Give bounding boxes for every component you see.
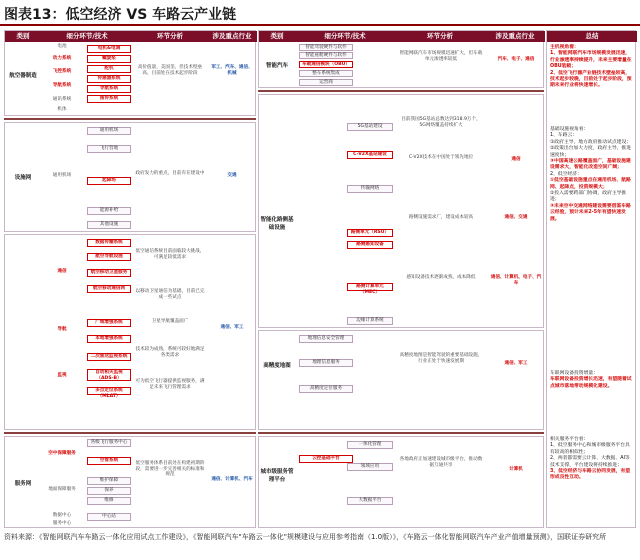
cloud-item-0: 云控基础平台 <box>299 455 353 463</box>
nav-sub-8: 多点定位系统（MLAT） <box>87 387 131 395</box>
aircraft-sub-5: 图传系统 <box>87 95 131 103</box>
roadside-item-4: 路侧感知设备 <box>347 241 393 249</box>
service-item-3: 服务中心 <box>52 521 72 526</box>
facilities-sub-4: 其他设施 <box>87 221 131 229</box>
roadside-analysis-1: C-V2X技术在中国处于领先地位 <box>408 155 474 160</box>
nav-industry: 通信、军工 <box>220 325 244 330</box>
summary-p2: 2、低空飞行器产业链技术壁垒较高，技术起步较晚，目前处于起步阶段，预期未来行业将快速增长。 <box>550 70 632 89</box>
summary-header: 总结 <box>547 31 637 42</box>
aircraft-analysis: 高价值量，美国垄、但技术壁垒高、目前处在技术起步阶段 <box>137 65 203 76</box>
aircraft-item-4: 通讯系统 <box>52 97 72 102</box>
nav-analysis-0: 低空通信系统目前面临较大挑战，可满足较低需求 <box>135 249 205 260</box>
nav-sub-7: 自动相关监视（ADS-B） <box>87 369 131 381</box>
header-analysis: 环节分析 <box>133 31 207 42</box>
left-panel-service <box>4 436 256 528</box>
service-sub-2: 维护保障 <box>87 477 131 485</box>
left-panel-navigation <box>4 234 256 430</box>
cloud-category: 城市级服务管理平台 <box>260 469 294 483</box>
facilities-item-0: 通用机场 <box>52 173 72 178</box>
aircraft-item-3: 导航系统 <box>52 83 72 88</box>
cloud-analysis: 各地政府正加速建设城市级平台，推动数据互通共享 <box>399 457 483 468</box>
cloud-item-2: 领域应用 <box>347 463 393 471</box>
vehicle-item-3: 整车系统集成 <box>299 70 353 77</box>
aircraft-sub-1: 螺旋桨 <box>87 55 131 63</box>
facilities-sub-1: 飞行营地 <box>87 145 131 153</box>
roadside-analysis-2: 路侧设施需求广，建设成本较高 <box>408 215 474 220</box>
vehicle-item-2: 车载通信模块（OBU） <box>299 61 353 68</box>
aircraft-sub-0: 电机&电调 <box>87 45 131 53</box>
cloud-item-1: 一体化管理 <box>347 441 393 449</box>
nav-item-1: 导航 <box>57 327 67 332</box>
summary-p5: 2、两者都需要云计算、大数据、AI等技术支撑，平台建设将持续推进； <box>550 456 630 468</box>
service-category: 服务网 <box>14 481 32 487</box>
vehicle-industry: 汽车、电子、通信 <box>497 57 535 62</box>
roadside-item-1: C-V2X基站建设 <box>347 151 393 159</box>
roadside-category: 智能化路侧基础设施 <box>260 217 294 231</box>
aircraft-sub-2: 舵机 <box>87 65 131 73</box>
map-category: 高精度地图 <box>263 363 291 369</box>
cloud-industry: 计算机 <box>509 467 523 472</box>
vehicle-analysis: 智能网联汽车市场规模迅速扩大，但车载单元渗透率较低 <box>399 51 483 62</box>
service-industry: 通信、计算机、汽车 <box>211 477 253 482</box>
divider-left-1 <box>4 118 256 120</box>
nav-analysis-4: 可为低空飞行器提供监视服务，满足未来飞行管理需求 <box>135 379 205 390</box>
roadside-item-5: 路侧计算单元（MEC） <box>347 283 393 291</box>
divider-mid-1 <box>258 90 544 92</box>
summary-block-4 <box>550 437 634 525</box>
cloud-item-3: 大数据平台 <box>347 497 393 505</box>
summary-p4: 1、低空服务中心和城市级服务平台具有较高的相似性； <box>550 443 630 455</box>
summary-heading-4: 相关服务平台看： <box>550 437 589 442</box>
facilities-sub-3: 能源补给 <box>87 207 131 215</box>
header-subtech-r: 细分环节/技术 <box>295 31 395 42</box>
mid-panel-map <box>258 330 544 430</box>
map-analysis: 高精度地图是智能驾驶的重要基础设施，行业正处于快速发展期 <box>399 353 483 364</box>
figure-title: 图表13：低空经济 VS 车路云产业链 <box>4 7 237 23</box>
nav-sub-2: 航空移动卫星服务 <box>87 269 131 277</box>
vehicle-category: 智能汽车 <box>265 63 288 69</box>
summary-block-2 <box>550 127 634 367</box>
service-sub-5: 中心站 <box>87 513 131 521</box>
roadside-industry-0: 通信 <box>511 157 521 162</box>
left-panel-facilities <box>4 122 256 232</box>
service-item-0: 空中保障服务 <box>48 451 76 456</box>
vehicle-item-4: 运营商 <box>299 79 353 86</box>
nav-sub-6: 二次雷达监视系统 <box>87 353 131 361</box>
summary-p3: 车联网设备投资增长迅速，有望随着试点城市落地带动规模化建设。 <box>550 377 632 389</box>
nav-analysis-3: 技术较为成熟，系统可较好地满足各类需求 <box>135 347 205 358</box>
roadside-item-6: 边缘计算系统 <box>347 317 393 325</box>
summary-s1a: ①政府主导，地方政府推动试点建设； <box>550 139 632 145</box>
aircraft-item-1: 动力系统 <box>52 56 72 61</box>
mid-panel-top <box>258 30 544 88</box>
nav-item-0: 通信 <box>57 269 67 274</box>
vehicle-item-1: 智能座舱硬件与软件 <box>299 52 353 59</box>
map-industry: 通信、军工 <box>504 361 528 366</box>
header-subtech: 细分环节/技术 <box>41 31 133 42</box>
summary-p1: 1、智能网联汽车市场规模发展迅速，行业渗透率持续提升，未来主要增量在OBU装载； <box>550 51 632 70</box>
service-item-2: 数据中心 <box>52 513 72 518</box>
nav-sub-1: 航空导航设施 <box>87 253 131 261</box>
summary-s2a: ①低空基础设施重点在通用机场、航路网、起降点，投资规模大； <box>550 178 631 190</box>
service-sub-4: 维修 <box>87 497 131 505</box>
summary-block-3 <box>550 371 634 431</box>
aircraft-item-5: 机体 <box>57 107 67 112</box>
roadside-industry-1: 通信、交通 <box>504 215 528 220</box>
aircraft-item-0: 电池 <box>57 44 67 49</box>
summary-s2c: ③未来空中交通网络建设需要借鉴车路云经验，预计未来2-5年有望快速发展。 <box>550 203 631 222</box>
header-category-r: 类别 <box>259 31 295 42</box>
summary-heading-3: 车联网设备投资增量： <box>550 371 598 376</box>
title-bar <box>0 0 640 26</box>
facilities-industry: 交通 <box>227 173 237 178</box>
header-industry: 涉及重点行业 <box>207 31 257 42</box>
service-analysis: 低空服务体系目前处在构建初期阶段，需要进一步完善相关的标准和规范 <box>135 461 205 478</box>
nav-analysis-1: 以移动卫星通信为基础，目前已完成一些试点 <box>135 289 205 300</box>
aircraft-category: 航空器制造 <box>9 73 37 79</box>
facilities-sub-0: 通用机场 <box>87 127 131 135</box>
facilities-sub-2: 起降场 <box>87 177 131 185</box>
service-sub-0: 各级飞行服务中心 <box>87 439 131 447</box>
summary-s1b: ②政策出台加大力度，政府主导，推进速度快； <box>550 146 632 158</box>
summary-block-1 <box>550 45 634 125</box>
mid-panel-roadside <box>258 94 544 328</box>
nav-analysis-2: 卫星导航覆盖面广 <box>151 319 189 324</box>
roadside-industry-2: 通信、计算机、电子、汽车 <box>490 275 542 286</box>
service-sub-3: 保养 <box>87 487 131 495</box>
nav-sub-0: 数据传输系统 <box>87 239 131 247</box>
service-item-1: 地面保障服务 <box>48 487 76 492</box>
roadside-item-0: 5G基站建设 <box>347 123 393 131</box>
facilities-category: 设施网 <box>14 175 32 181</box>
facilities-analysis: 政府发力的重点，目前有在建设中 <box>135 171 205 176</box>
roadside-item-2: 传输网络 <box>347 185 393 193</box>
summary-s1c: ③中国高速公路覆盖面广，基础设施建设需求大，智能化改造空间广阔； <box>550 159 631 171</box>
vehicle-item-0: 智能驾驶硬件与软件 <box>299 44 353 51</box>
summary-s2: 2、低空经济： <box>550 171 582 177</box>
summary-heading-2: 基础设施视角看： <box>550 127 589 132</box>
aircraft-sub-4: 导航系统 <box>87 85 131 93</box>
map-item-0: 地理信息安全管理 <box>299 335 353 343</box>
summary-p6: 3、低空经济与车路云协同发展，有望形成良性互动。 <box>550 469 631 481</box>
service-sub-1: 空管系统 <box>87 457 131 465</box>
roadside-analysis-3: 感知设备技术逐渐成熟，成本降低 <box>406 275 476 280</box>
aircraft-sub-3: 传感器系统 <box>87 75 131 83</box>
nav-item-2: 监视 <box>57 373 67 378</box>
header-industry-r: 涉及重点行业 <box>485 31 545 42</box>
header-analysis-r: 环节分析 <box>395 31 485 42</box>
map-item-2: 高精度定位服务 <box>299 385 353 393</box>
mid-panel-cloud <box>258 436 544 528</box>
summary-s2b: ②投入需要跨部门协调，政府主导推进； <box>550 191 627 203</box>
aircraft-item-2: 飞控系统 <box>52 69 72 74</box>
aircraft-industry: 军工、汽车、通信、机械 <box>211 65 253 76</box>
map-item-1: 地理信息服务 <box>299 359 353 367</box>
divider-left-2 <box>4 432 256 434</box>
left-panel-top <box>4 30 256 116</box>
roadside-analysis-0: 目前我国5G基站总数达到318.9万个，5G网络覆盖持续扩大 <box>401 117 481 128</box>
nav-sub-4: 广域增强系统 <box>87 319 131 327</box>
header-category: 类别 <box>5 31 41 42</box>
nav-sub-5: 本地增强系统 <box>87 335 131 343</box>
source-note: 资料来源：《智能网联汽车车路云一体化应用试点工作建设》，《智能网联汽车"车路云一体化"规模建设与应用参考指南（1.0版）》，《车路云一体化智能网联汽车产业产值增量预测》，国联证券研究所 <box>4 533 607 541</box>
summary-s1: 1、车路云： <box>550 133 578 139</box>
summary-heading-1: 主机视角看： <box>550 45 579 50</box>
divider-mid-2 <box>258 432 544 434</box>
summary-panel <box>546 30 636 528</box>
roadside-item-3: 路侧单元（RSU） <box>347 229 393 237</box>
nav-sub-3: 航空移动通信网 <box>87 285 131 293</box>
